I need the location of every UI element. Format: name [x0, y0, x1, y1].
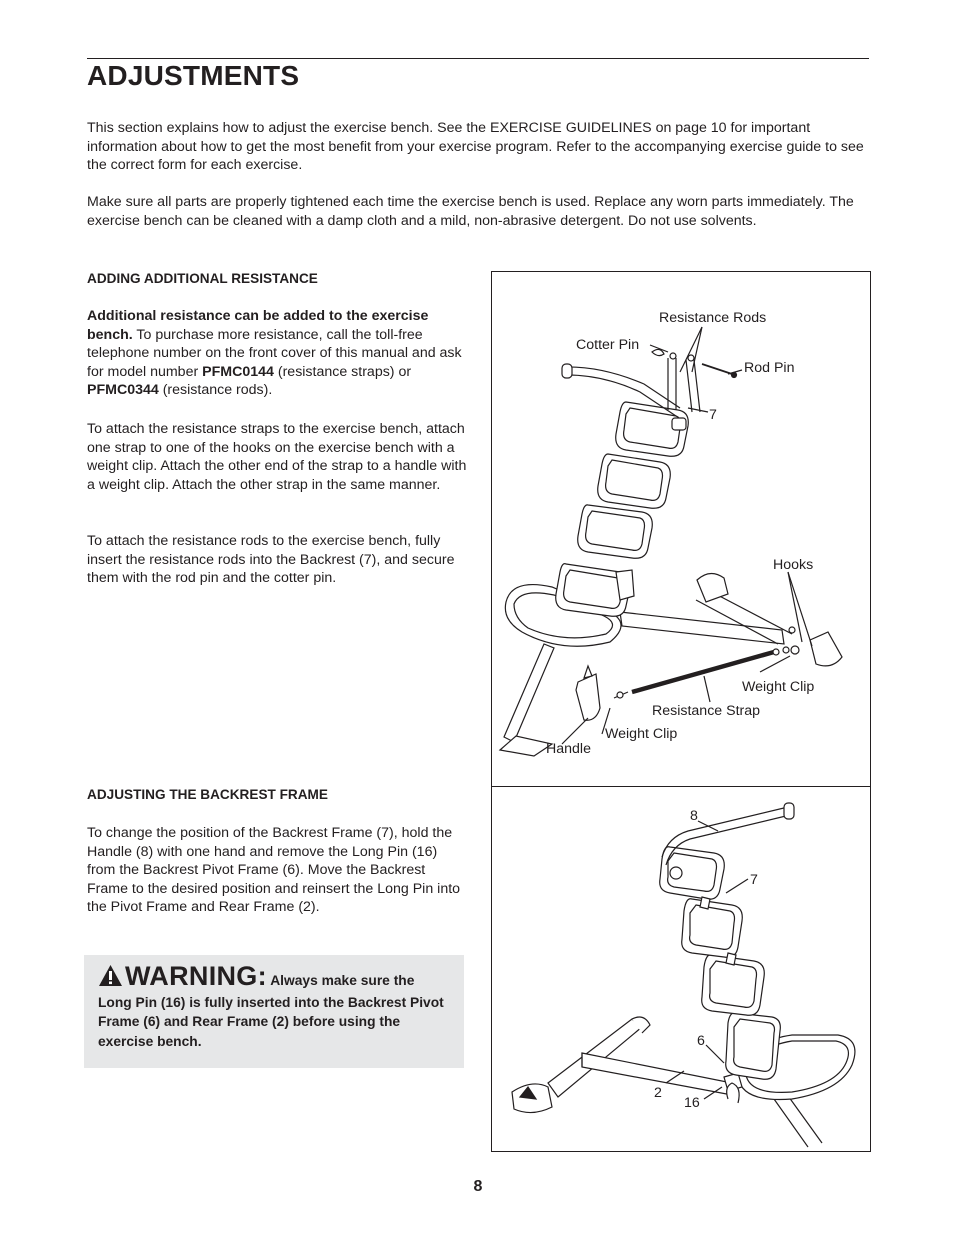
resistance-rods-paragraph: To attach the resistance rods to the exercise bench, fully insert the resistance rods into the Backrest (7), and secure them with the rod pin and the cotter pin. [87, 533, 455, 587]
model-number-straps: PFMC0144 [202, 363, 274, 380]
resistance-lead-text-2: (resistance straps) or [273, 363, 412, 380]
resistance-heading: ADDING ADDITIONAL RESISTANCE [87, 271, 318, 286]
warning-triangle-icon [98, 964, 123, 993]
label-resistance-strap: Resistance Strap [652, 703, 761, 719]
label-weight-clip-left: Weight Clip [605, 726, 678, 742]
bench-backrest-illustration [492, 787, 870, 1151]
warning-text [98, 963, 450, 1051]
backrest-paragraph: To change the position of the Backrest Frame (7), hold the Handle (8) with one hand and remove the Long Pin (16) from the Backrest Pivot Frame (6). Move the Backrest Frame to the desired position and reinsert the Long Pin into the Pivot Frame and Rear Frame (2). [87, 825, 461, 916]
label-rod-pin: Rod Pin [744, 360, 795, 376]
resistance-lead-paragraph [87, 307, 465, 400]
intro-paragraph-1: This section explains how to adjust the exercise bench. See the EXERCISE GUIDELINES on page 10 for important information about how to get the most benefit from your exercise program. Refer to the accompanying exercise guide to see the correct form for each exercise. [87, 120, 864, 174]
label-part-16: 16 [684, 1095, 700, 1111]
label-part-8: 8 [690, 808, 698, 824]
resistance-lead-bold: Additional resistance can be added to the exercise bench. [87, 308, 429, 343]
label-resistance-rods: Resistance Rods [659, 310, 767, 326]
label-handle: Handle [546, 741, 591, 757]
model-number-rods: PFMC0344 [87, 382, 159, 399]
intro-paragraph-2: Make sure all parts are properly tightened each time the exercise bench is used. Replace any worn parts immediately. The exercise bench can be cleaned with a damp cloth and a mild, non-abrasive detergent. Do not use solvents. [87, 194, 854, 229]
label-part-6: 6 [697, 1033, 705, 1049]
label-weight-clip-right: Weight Clip [742, 679, 815, 695]
bench-resistance-illustration [492, 272, 870, 787]
resistance-lead-text-3: (resistance rods). [158, 382, 273, 399]
label-part-7: 7 [709, 407, 717, 423]
page-number: 8 [473, 1178, 483, 1195]
resistance-straps-paragraph: To attach the resistance straps to the exercise bench, attach one strap to one of the hooks on the exercise bench with a weight clip. Attach the other end of the strap to a handle with a weight clip. Attach the other strap in the same manner. [87, 421, 467, 493]
figure-backrest-frame [491, 786, 871, 1152]
label-hooks: Hooks [773, 557, 814, 573]
warning-box [84, 955, 464, 1068]
label-part-7: 7 [750, 872, 758, 888]
resistance-lead-text-1: To purchase more resistance, call the toll-free telephone number on the front cover of this manual and ask for model number [87, 326, 462, 380]
warning-body: Always make sure the Long Pin (16) is fully inserted into the Backrest Pivot Frame (6) and Rear Frame (2) before using the exercise bench. [98, 973, 444, 1049]
backrest-heading: ADJUSTING THE BACKREST FRAME [87, 787, 328, 802]
warning-word: WARNING: [125, 961, 267, 991]
label-part-2: 2 [654, 1085, 662, 1101]
figure-resistance-attachment [491, 271, 871, 788]
label-cotter-pin: Cotter Pin [576, 337, 640, 353]
page-title: ADJUSTMENTS [87, 60, 300, 91]
